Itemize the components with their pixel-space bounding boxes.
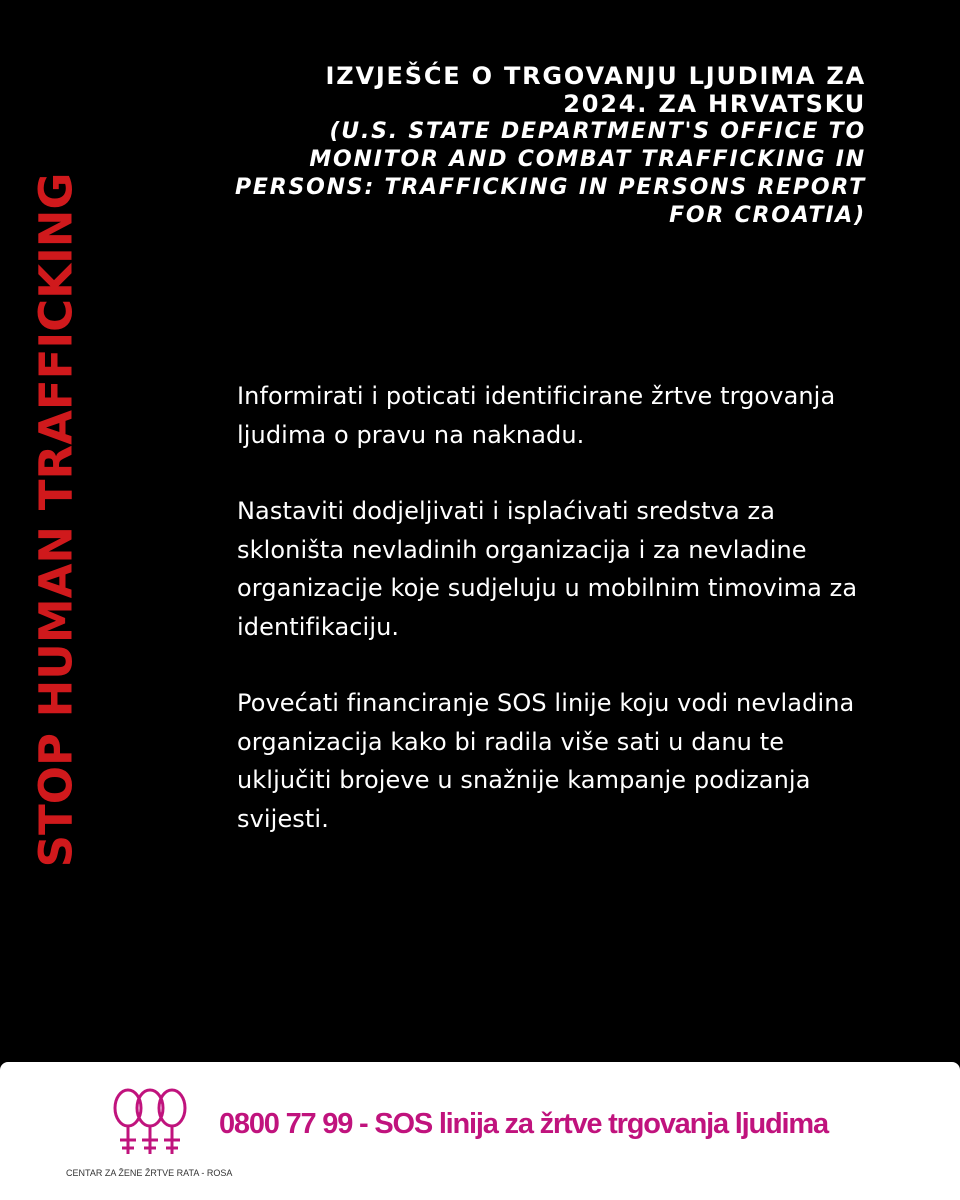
sos-hotline[interactable]: 0800 77 99 - SOS linija za žrtve trgovanja ljudima (219, 1108, 828, 1140)
report-title-line-1: IZVJEŠĆE O TRGOVANJU LJUDIMA ZA (325, 62, 866, 90)
recommendations (237, 377, 877, 876)
report-subtitle-line-4: FOR CROATIA) (669, 203, 866, 228)
footer-bar (0, 1062, 960, 1200)
rosa-logo (62, 1084, 232, 1184)
recommendation-paragraph: Nastaviti dodjeljivati i isplaćivati sredstva za skloništa nevladinih organizacija i za nevladine organizacije koje sudjeluju u mobilnim timovima za identifikaciju. (237, 497, 858, 641)
report-title-line-2: 2024. ZA HRVATSKU (563, 90, 866, 118)
rosa-logo-icon (110, 1084, 190, 1164)
report-subtitle-line-1: (U.S. STATE DEPARTMENT'S OFFICE TO (329, 119, 866, 144)
logo-caption: CENTAR ZA ŽENE ŽRTVE RATA - ROSA (66, 1168, 233, 1178)
recommendation-paragraph: Povećati financiranje SOS linije koju vodi nevladina organizacija kako bi radila više sati u danu te uključiti brojeve u snažnije kampanje podizanja svijesti. (237, 689, 855, 833)
recommendation-paragraph: Informirati i poticati identificirane žrtve trgovanja ljudima o pravu na naknadu. (237, 382, 836, 449)
side-banner: STOP HUMAN TRAFFICKING (29, 172, 83, 868)
report-subtitle-line-3: PERSONS: TRAFFICKING IN PERSONS REPORT (234, 175, 866, 200)
report-header (176, 62, 866, 230)
report-subtitle-line-2: MONITOR AND COMBAT TRAFFICKING IN (309, 147, 866, 172)
